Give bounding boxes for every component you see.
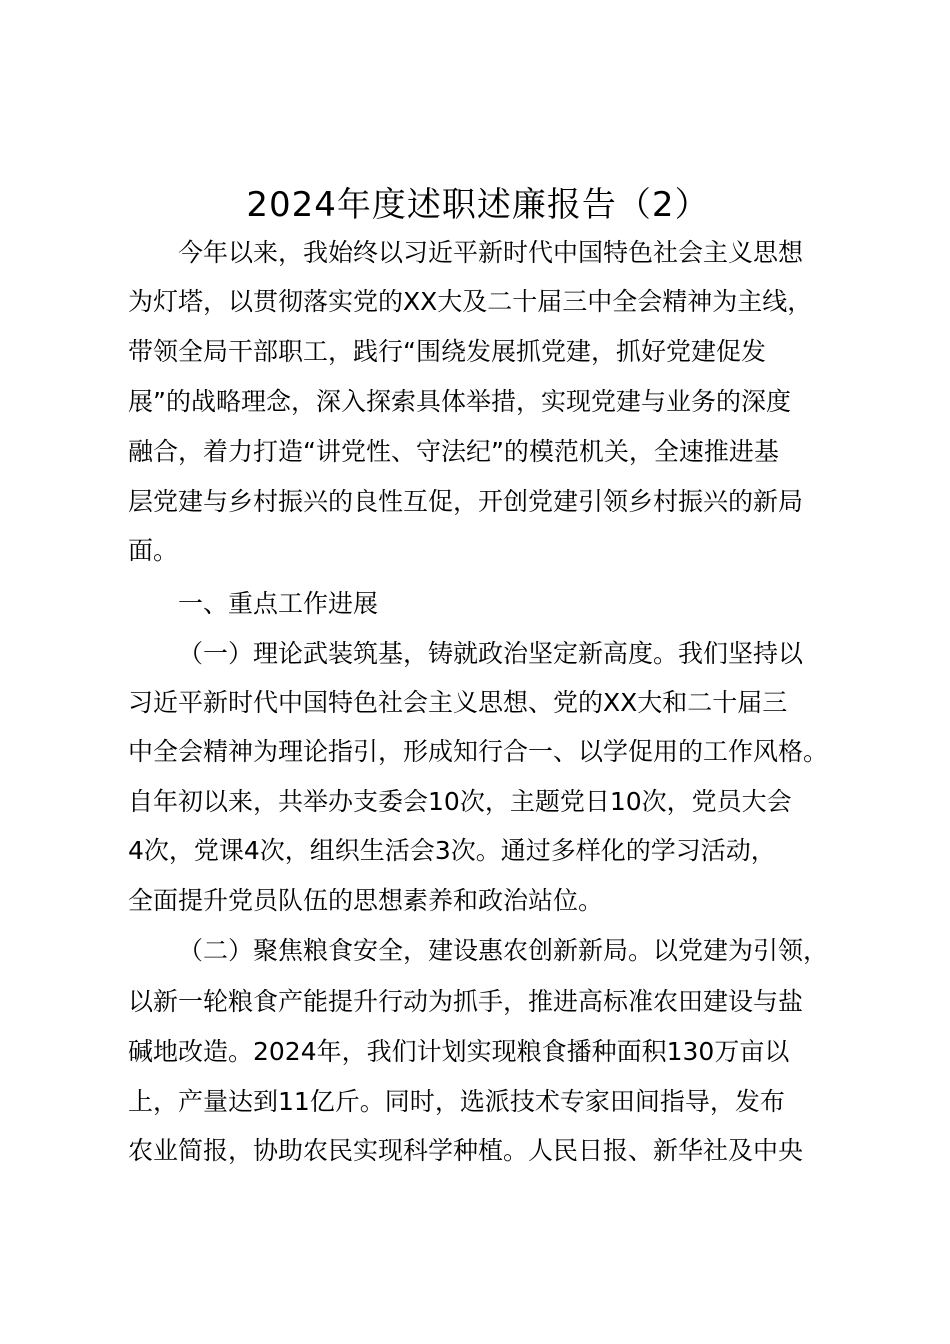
paragraph-line: 全面提升党员队伍的思想素养和政治站位。 — [128, 886, 604, 915]
paragraph-line: 今年以来，我始终以习近平新时代中国特色社会主义思想 — [178, 238, 804, 267]
paragraph-line: 上，产量达到11亿斤。同时，选派技术专家田间指导，发布 — [128, 1087, 785, 1116]
paragraph-line: 以新一轮粮食产能提升行动为抓手，推进高标准农田建设与盐 — [128, 987, 804, 1016]
paragraph-line: 4次，党课4次，组织生活会3次。通过多样化的学习活动， — [128, 836, 776, 865]
paragraph-line: 带领全局干部职工，践行“围绕发展抓党建，抓好党建促发 — [128, 337, 766, 366]
paragraph-line: 农业简报，协助农民实现科学种植。人民日报、新华社及中央 — [128, 1136, 804, 1165]
paragraph-line: （二）聚焦粮食安全，建设惠农创新新局。以党建为引领， — [178, 936, 829, 965]
paragraph-line: 层党建与乡村振兴的良性互促，开创党建引领乡村振兴的新局 — [128, 487, 804, 516]
paragraph-line: 展”的战略理念，深入探索具体举措，实现党建与业务的深度 — [128, 387, 791, 416]
paragraph-line: （一）理论武装筑基，铸就政治坚定新高度。我们坚持以 — [178, 639, 804, 668]
paragraph-line: 碱地改造。2024年，我们计划实现粮食播种面积130万亩以 — [128, 1037, 790, 1066]
paragraph-line: 为灯塔，以贯彻落实党的XX大及二十届三中全会精神为主线， — [128, 287, 813, 316]
paragraph-line: 习近平新时代中国特色社会主义思想、党的XX大和二十届三 — [128, 688, 788, 717]
section-heading: 一、重点工作进展 — [178, 589, 379, 618]
paragraph-line: 融合，着力打造“讲党性、守法纪”的模范机关，全速推进基 — [128, 437, 779, 466]
paragraph-line: 面。 — [128, 536, 179, 565]
paragraph-line: 中全会精神为理论指引，形成知行合一、以学促用的工作风格。 — [128, 737, 829, 766]
paragraph-line: 自年初以来，共举办支委会10次，主题党日10次，党员大会 — [128, 787, 792, 816]
document-title: 2024年度述职述廉报告（2） — [246, 185, 710, 225]
